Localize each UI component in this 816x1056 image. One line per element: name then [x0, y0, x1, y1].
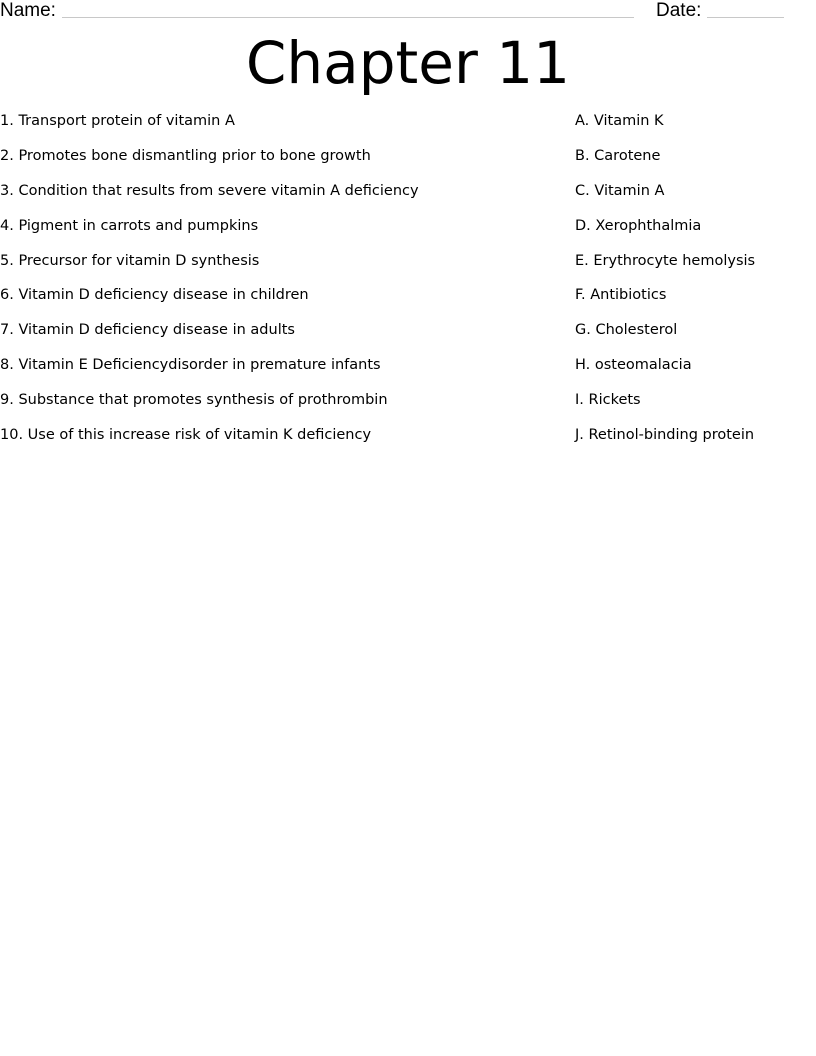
question-item: 3. Condition that results from severe vitamin A deficiency [0, 182, 419, 199]
answer-item: B. Carotene [575, 147, 661, 164]
answer-item: H. osteomalacia [575, 357, 692, 374]
answer-item: A. Vitamin K [575, 113, 664, 129]
answer-item: J. Retinol-binding protein [575, 427, 755, 444]
answer-item: I. Rickets [575, 392, 641, 409]
question-list [0, 112, 560, 461]
question-item: 9. Substance that promotes synthesis of prothrombin [0, 392, 388, 409]
question-item: 5. Precursor for vitamin D synthesis [0, 252, 260, 269]
question-item: 10. Use of this increase risk of vitamin K deficiency [0, 427, 372, 444]
answer-list [575, 112, 815, 461]
answer-item: F. Antibiotics [575, 287, 667, 304]
question-item: 1. Transport protein of vitamin A [0, 113, 235, 129]
date-label: Date: [656, 0, 702, 21]
answer-item: D. Xerophthalmia [575, 217, 702, 234]
question-item: 7. Vitamin D deficiency disease in adults [0, 322, 295, 339]
question-item: 2. Promotes bone dismantling prior to bone growth [0, 147, 371, 164]
question-item: 6. Vitamin D deficiency disease in children [0, 287, 309, 304]
name-blank-line [62, 17, 634, 18]
date-blank-line [707, 17, 784, 18]
name-label: Name: [0, 0, 56, 21]
answer-item: E. Erythrocyte hemolysis [575, 252, 756, 269]
page-title: Chapter 11 [245, 29, 571, 97]
worksheet-header [0, 0, 816, 24]
question-item: 4. Pigment in carrots and pumpkins [0, 217, 259, 234]
answer-item: G. Cholesterol [575, 322, 678, 339]
question-item: 8. Vitamin E Deficiencydisorder in premature infants [0, 357, 381, 374]
answer-item: C. Vitamin A [575, 182, 665, 199]
